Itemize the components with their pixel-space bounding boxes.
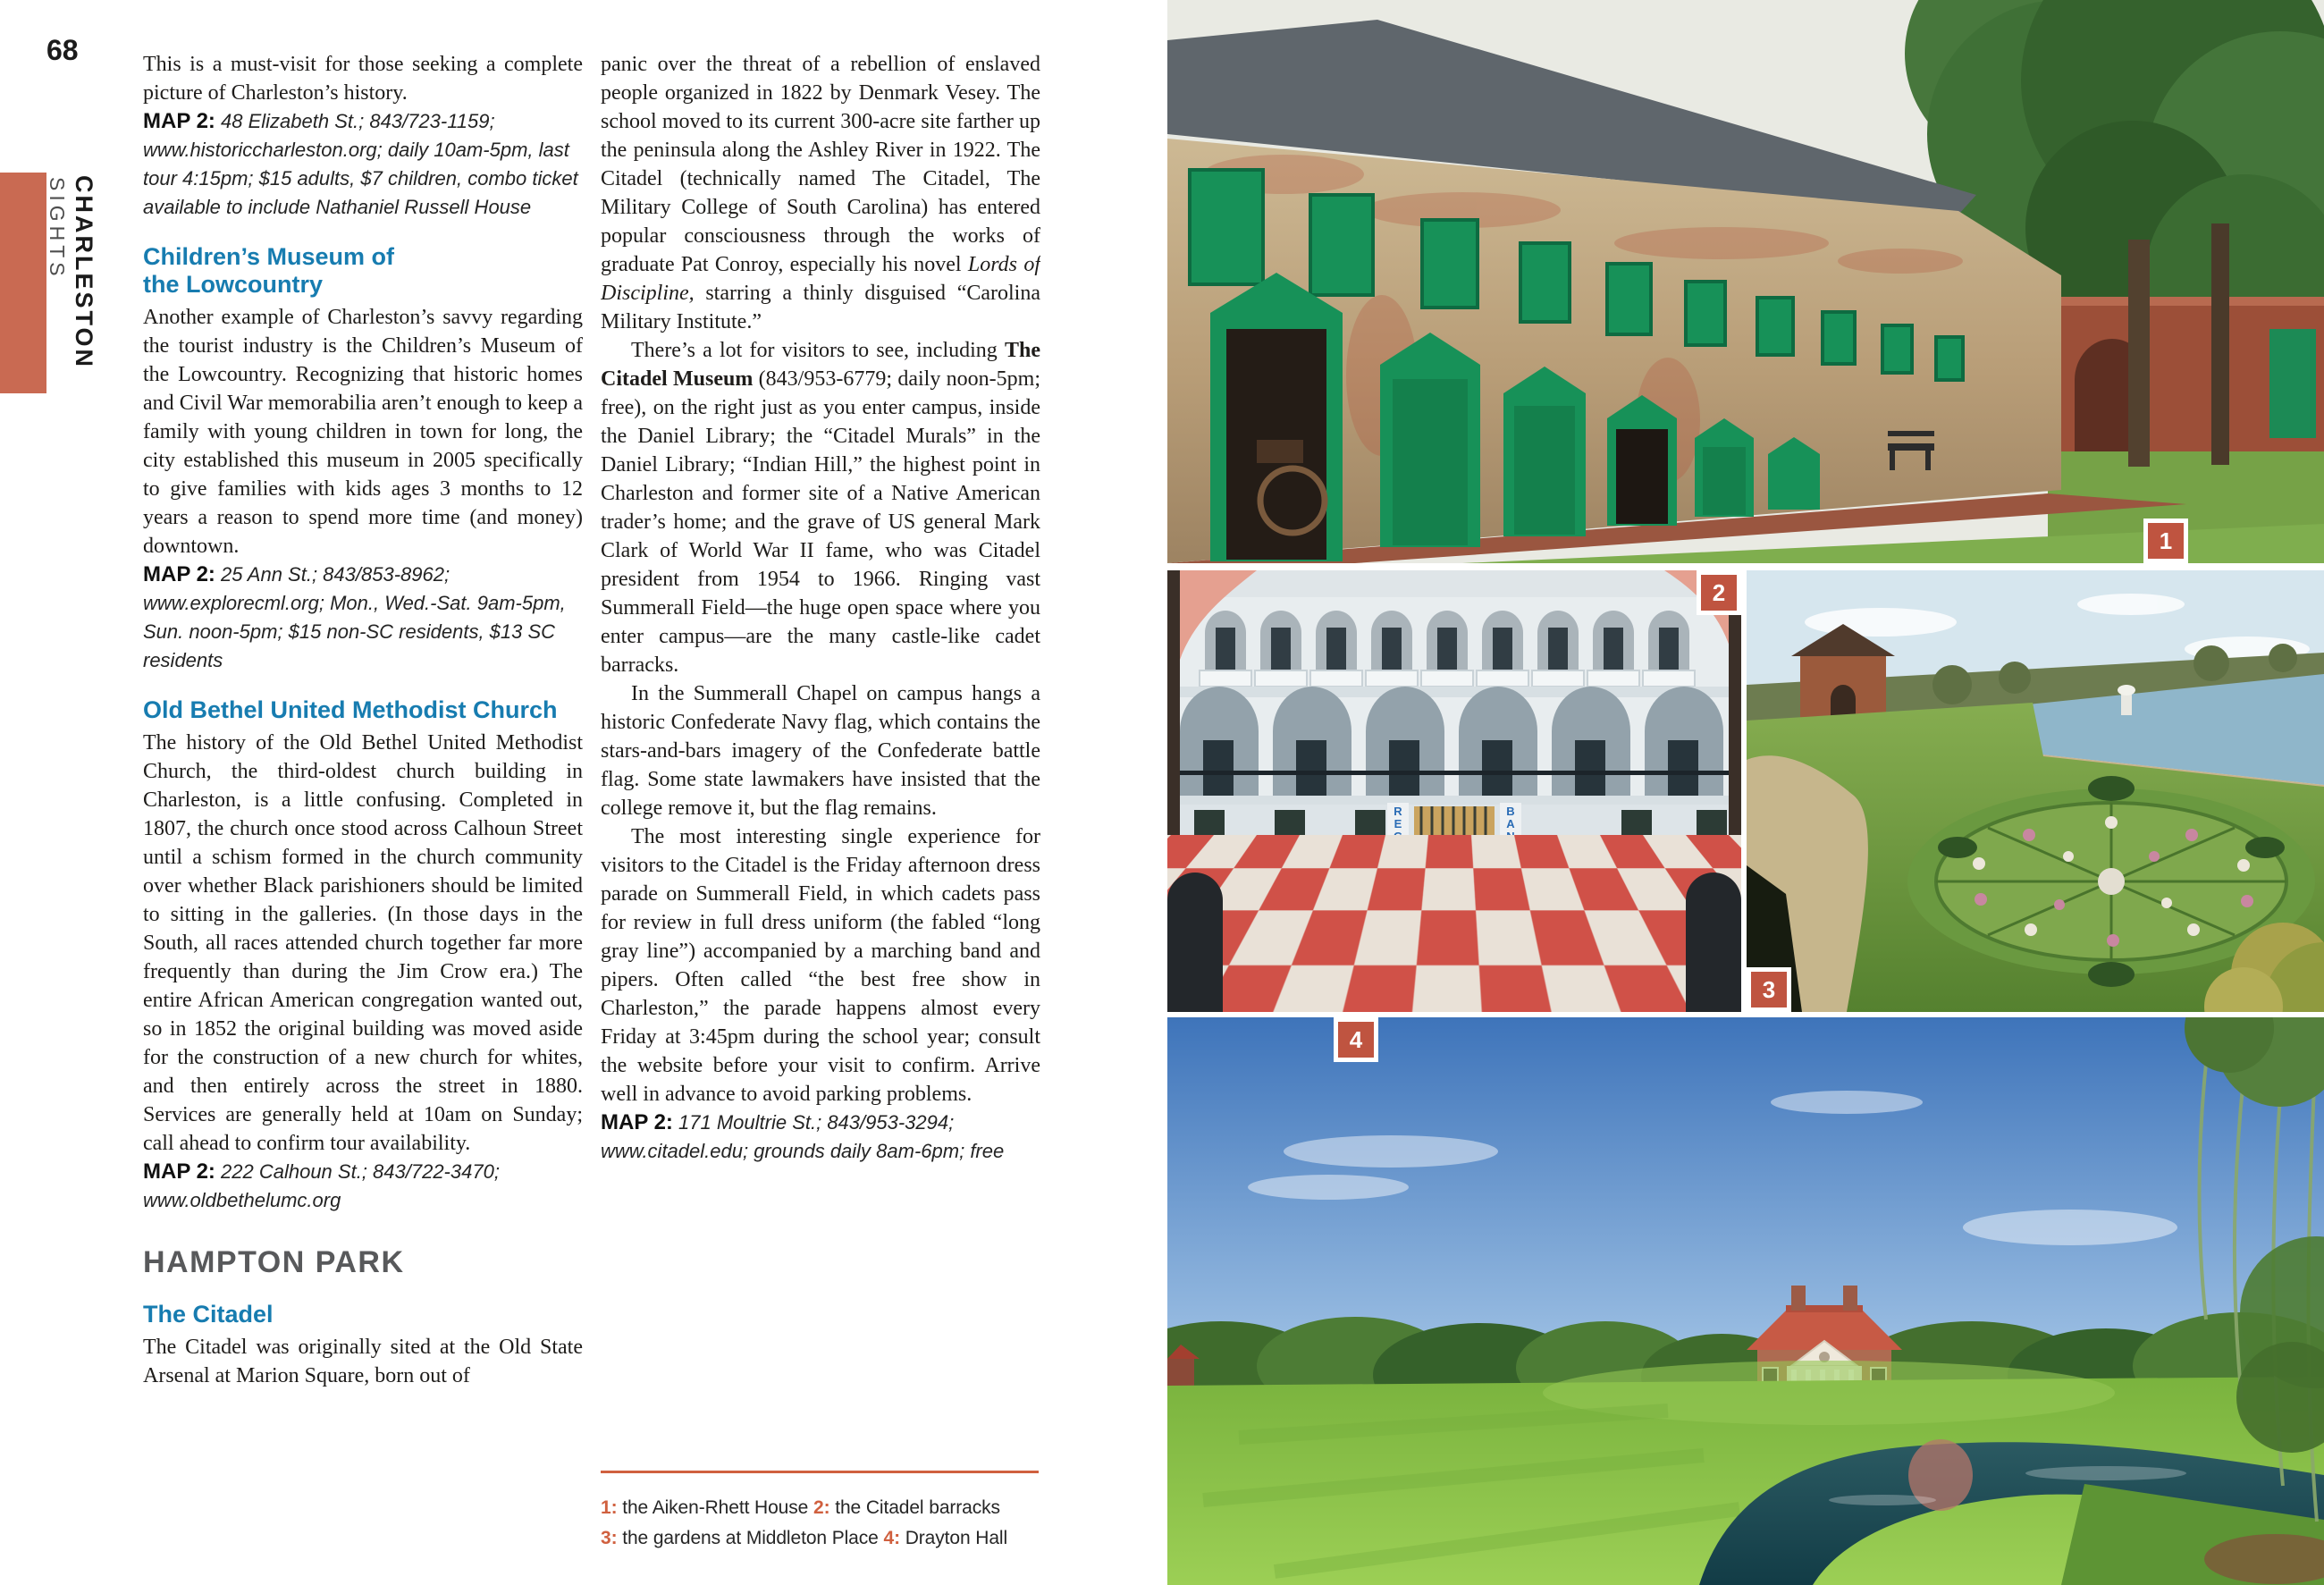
map-reference: MAP 2: 25 Ann St.; 843/853-8962; www.explorecml.org; Mon., Wed.-Sat. 9am-5pm, Sun. noon-5pm; $15 non-SC residents, $13 SC residents — [143, 562, 566, 671]
caption-number: 2: — [813, 1497, 830, 1518]
bollard — [1167, 873, 1223, 1012]
map-reference: MAP 2: 171 Moultrie St.; 843/953-3294; www.citadel.edu; grounds daily 8am-6pm; free — [601, 1110, 1005, 1162]
drayton-hall-illustration — [1167, 1017, 2324, 1585]
column-2 — [601, 50, 1040, 1468]
paragraph: The history of the Old Bethel United Methodist Church, the third-oldest church building in Charleston, is a little confusing. Completed in 1807, the church once stood across Calhoun Street until a schism formed in the church community over whether Black parishioners should be limited to sitting in the galleries. (In those days in the South, all races attended church together far more frequently than during the Jim Crow era.) The entire African American congregation wanted out, so in 1852 the original building was moved aside for the construction of a new church for whites, and then entirely across the street in 1880. Services are generally held at 10am on Sunday; call ahead to confirm tour availability. — [143, 731, 583, 1155]
gardens-illustration — [1747, 570, 2324, 1012]
top-arcade — [1200, 611, 1695, 687]
caption-number: 3: — [601, 1528, 618, 1548]
bollard — [1686, 873, 1741, 1012]
barracks-illustration — [1167, 570, 1741, 856]
svg-text:R: R — [1394, 805, 1402, 818]
paragraph: In the Summerall Chapel on campus hangs a historic Confederate Navy flag, which contains the stars-and-bars imagery of the Confederate battle flag. Some state lawmakers have insisted that the college remove it, but the flag remains. — [601, 682, 1040, 820]
paragraph: This is a must-visit for those seeking a complete picture of Charleston’s history. — [143, 53, 583, 105]
photo-aiken-rhett-house — [1167, 0, 2324, 563]
photo-badge: 3 — [1747, 967, 1791, 1012]
paragraph: The Citadel was originally sited at the Old State Arsenal at Marion Square, born out of — [143, 1336, 583, 1387]
paragraph: Another example of Charleston’s savvy regarding the tourist industry is the Children’s Museum of the Lowcountry. Recognizing that historic homes and Civil War memorabilia aren’t enough to keep a family with young children in town for long, the city established this museum in 2005 specifically to give families with kids ages 3 months to 12 years a reason to spend more time (and money) downtown. — [143, 306, 583, 558]
paragraph: The most interesting single experience for visitors to the Citadel is the Friday afternoon dress parade on Summerall Field, in which cadets pass for review in full dress uniform (the fabled “long gray line”) accompanied by a marching band and pipers. Often called “the best free show in Charleston,” the parade happens almost every Friday at 3:45pm during the school year; consult the website before your visit to confirm. Arrive well in advance to avoid parking problems. — [601, 825, 1040, 1106]
svg-text:B: B — [1506, 805, 1515, 818]
section-heading: HAMPTON PARK — [143, 1245, 405, 1279]
map-reference: MAP 2: 222 Calhoun St.; 843/722-3470; www.oldbethelumc.org — [143, 1159, 500, 1211]
column-1 — [143, 50, 583, 1585]
listing-heading: Old Bethel United Methodist Church — [143, 696, 558, 723]
listing-heading: The Citadel — [143, 1301, 274, 1328]
chapter-tab — [0, 173, 46, 393]
photo-badge: 4 — [1334, 1017, 1378, 1062]
svg-text:E: E — [1394, 817, 1402, 830]
paragraph: There’s a lot for visitors to see, including The Citadel Museum (843/953-6779; daily noon-5pm; free), on the right just as you enter campus, inside the Daniel Library; the “Citadel Murals” in the Daniel Library; “Indian Hill,” the highest point in Charleston and former site of a Native American trader’s home; and the grave of US general Mark Clark of World War II fame, who was Citadel president from 1954 to 1966. Ringing vast Summerall Field—the huge open space where you enter campus—are the many castle-like cadet barracks. — [601, 339, 1040, 677]
photo-panel — [1167, 0, 2324, 1585]
listing-heading: Children’s Museum of the Lowcountry — [143, 243, 395, 298]
aiken-rhett-illustration — [1167, 0, 2324, 563]
caption-number: 1: — [601, 1497, 618, 1518]
photo-badge: 2 — [1697, 570, 1741, 615]
sidebar-section-label: SIGHTS — [45, 177, 69, 281]
sidebar-labels — [43, 175, 97, 640]
paragraph: panic over the threat of a rebellion of enslaved people organized in 1822 by Denmark Vesey. The school moved to its current 300-acre site farther up the peninsula along the Ashley River in 1922. The Citadel (technically named The Citadel, The Military College of South Carolina) has entered popular consciousness through the works of graduate Pat Conroy, especially his novel Lords of Discipline, starring a thinly disguised “Carolina Military Institute.” — [601, 53, 1040, 333]
sidebar-region-label: CHARLESTON — [70, 175, 97, 370]
photo-citadel-barracks — [1167, 570, 1741, 1012]
photo-caption — [601, 1471, 1039, 1554]
photo-badge: 1 — [2143, 518, 2188, 563]
brick-wall — [2048, 297, 2324, 456]
map-reference: MAP 2: 48 Elizabeth St.; 843/723-1159; www.historiccharleston.org; daily 10am-5pm, last tour 4:15pm; $15 adults, $7 children, combo ticket available to include Nathaniel Russell House — [143, 109, 578, 218]
svg-text:A: A — [1506, 817, 1515, 830]
page-number: 68 — [46, 34, 79, 66]
caption-text: 1: the Aiken-Rhett House 2: the Citadel barracks 3: the gardens at Middleton Place 4: Drayton Hall — [601, 1497, 1008, 1548]
photo-middleton-place-gardens — [1747, 570, 2324, 1012]
caption-number: 4: — [883, 1528, 900, 1548]
checkerboard-courtyard — [1167, 835, 1741, 1012]
photo-drayton-hall — [1167, 1017, 2324, 1585]
